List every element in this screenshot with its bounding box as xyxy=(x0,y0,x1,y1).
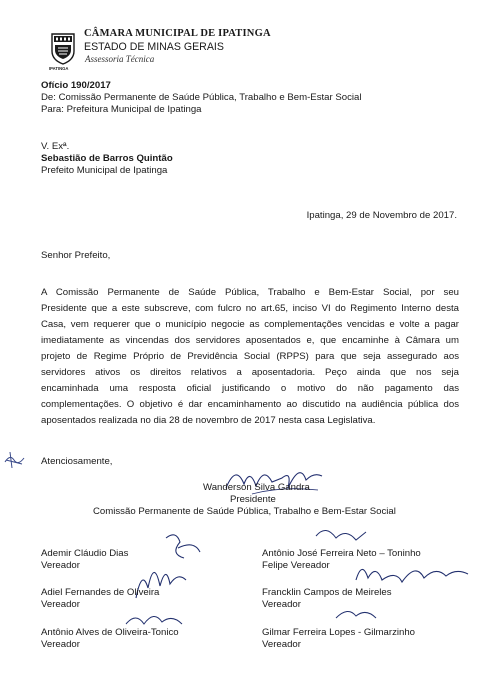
president-name: Wanderson Silva Gandra xyxy=(203,482,310,493)
body-line: Presidente que a este subscreve, com fulcro no art.65, inciso VI do Regimento Interno desta xyxy=(41,303,459,314)
signatory-name: Antônio José Ferreira Neto – Toninho xyxy=(262,548,421,559)
state-name: ESTADO DE MINAS GERAIS xyxy=(84,41,224,53)
addressee-name: Sebastião de Barros Quintão xyxy=(41,153,173,164)
body-line: complementações. O objetivo é dar encaminhamento ao discutido na audiência pública dos xyxy=(41,399,459,410)
margin-initial-mark xyxy=(2,448,28,470)
org-name: CÂMARA MUNICIPAL DE IPATINGA xyxy=(84,28,271,39)
signatory-role: Vereador xyxy=(41,639,80,650)
addressee-title: Prefeito Municipal de Ipatinga xyxy=(41,165,168,176)
signatory-name: Gilmar Ferreira Lopes - Gilmarzinho xyxy=(262,627,416,638)
body-line: imediatamente as vincendas dos servidores aposentados e, que encaminhe à Câmara um xyxy=(41,335,459,346)
signatory-name: Adiel Fernandes de Oliveira xyxy=(41,587,160,598)
body-line: servidores ativos os direitos relativos a aposentadoria. Peço ainda que nos seja xyxy=(41,367,459,378)
city-seal-logo xyxy=(48,31,78,65)
signatory-role: Vereador xyxy=(41,560,80,571)
body-line: encaminhada uma resposta oficial justificando o motivo do não pagamento das xyxy=(41,383,459,394)
body-line: A Comissão Permanente de Saúde Pública, Trabalho e Bem-Estar Social, por seu xyxy=(41,287,459,298)
memo-from: De: Comissão Permanente de Saúde Pública, Trabalho e Bem-Estar Social xyxy=(41,92,362,103)
addressee-salutation: V. Exª. xyxy=(41,141,70,152)
body-line: projeto de Regime Próprio de Previdência Social (RPPS) para que seja assegurado aos xyxy=(41,351,459,362)
president-role: Presidente xyxy=(230,494,276,505)
signatory-name: Ademir Cláudio Dias xyxy=(41,548,129,559)
department-name: Assessoria Técnica xyxy=(85,54,155,64)
memo-number: Ofício 190/2017 xyxy=(41,80,111,91)
body-line: Casa, vem requerer que o município negocie as complementações vencidas e volte a pagar xyxy=(41,319,459,330)
body-line: aposentados realizada no dia 28 de novembro de 2017 nesta casa Legislativa. xyxy=(41,415,376,426)
memo-to: Para: Prefeitura Municipal de Ipatinga xyxy=(41,104,202,115)
greeting: Senhor Prefeito, xyxy=(41,250,111,261)
councillor-signatures-left xyxy=(96,528,226,638)
closing: Atenciosamente, xyxy=(41,456,113,467)
councillor-signatures-right xyxy=(296,522,476,626)
signatory-name-continued: Felipe Vereador xyxy=(262,560,330,571)
seal-caption: IPATINGA xyxy=(49,66,69,71)
signatory-name: Antônio Alves de Oliveira-Tonico xyxy=(41,627,179,638)
date-line: Ipatinga, 29 de Novembro de 2017. xyxy=(306,210,457,221)
signatory-role: Vereador xyxy=(262,639,301,650)
president-committee: Comissão Permanente de Saúde Pública, Trabalho e Bem-Estar Social xyxy=(93,506,396,517)
signatory-role: Vereador xyxy=(41,599,80,610)
signatory-name: Francklin Campos de Meireles xyxy=(262,587,392,598)
signatory-role: Vereador xyxy=(262,599,301,610)
